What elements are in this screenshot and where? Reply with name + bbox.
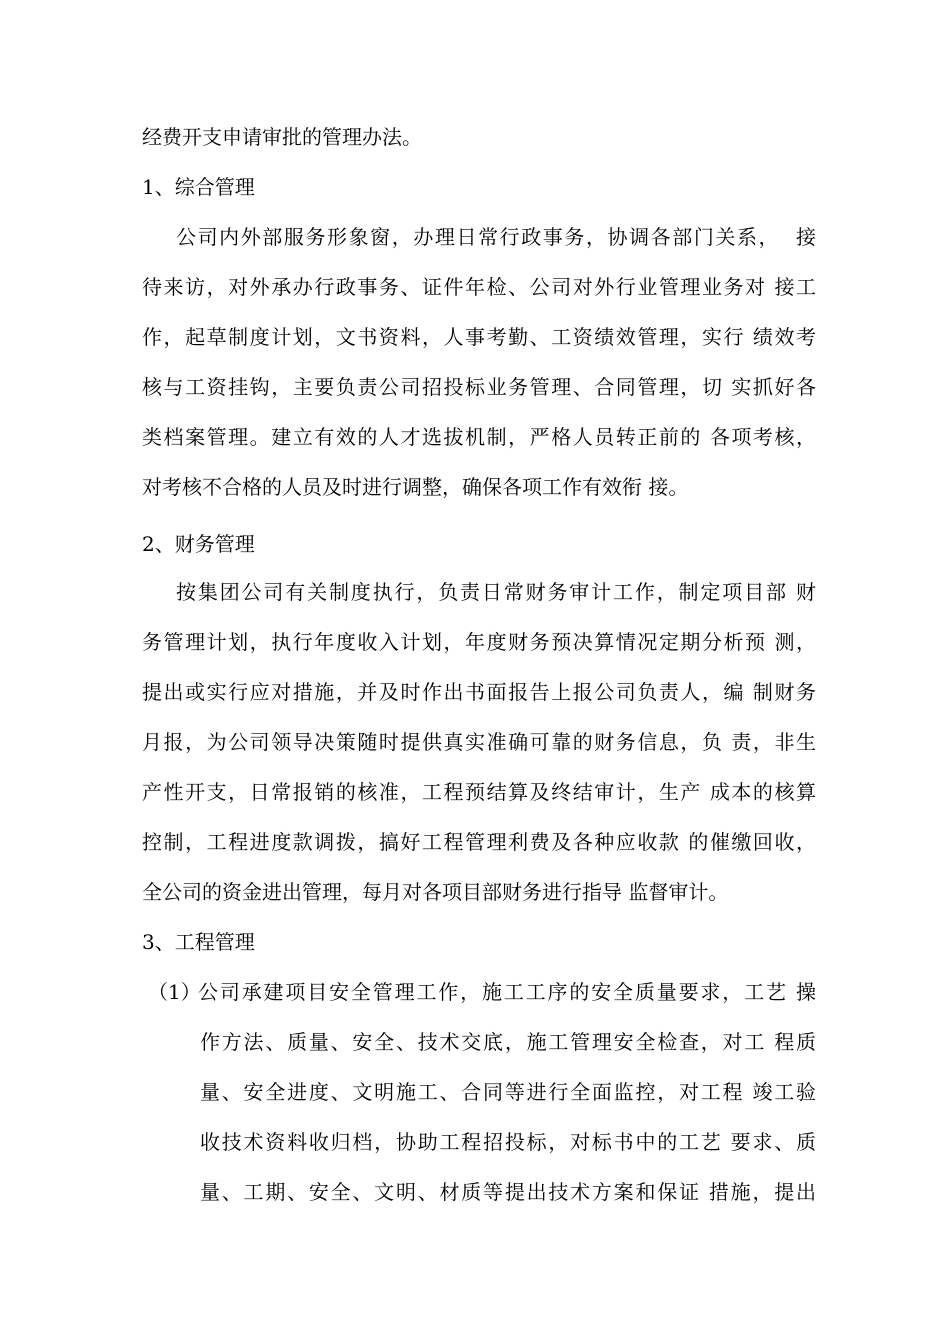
body-line: 按集团公司有关制度执行，负责日常财务审计工作，制定项目部 财 (176, 580, 816, 604)
body-line: 月报，为公司领导决策随时提供真实准确可靠的财务信息，负 责，非生 (142, 730, 816, 754)
body-line: 核与工资挂钩，主要负责公司招投标业务管理、合同管理，切 实抓好各 (142, 375, 816, 399)
intro-line: 经费开支申请审批的管理办法。 (142, 125, 422, 149)
body-line: 务管理计划，执行年度收入计划，年度财务预决算情况定期分析预 测， (142, 630, 816, 654)
body-line: 控制，工程进度款调拨，搞好工程管理利费及各种应收款 的催缴回收， (142, 830, 816, 854)
body-line: 收技术资料收归档，协助工程招投标，对标书中的工艺 要求、质 (200, 1130, 816, 1154)
body-line: 作方法、质量、安全、技术交底，施工管理安全检查，对工 程质 (200, 1030, 816, 1054)
body-line: 量、工期、安全、文明、材质等提出技术方案和保证 措施，提出 (200, 1180, 816, 1204)
body-line: 全公司的资金进出管理，每月对各项目部财务进行指导 监督审计。 (142, 880, 729, 904)
body-line: 类档案管理。建立有效的人才选拔机制，严格人员转正前的 各项考核， (142, 425, 816, 449)
body-line: 作，起草制度计划，文书资料，人事考勤、工资绩效管理，实行 绩效考 (142, 325, 816, 349)
section-heading-2: 2、财务管理 (142, 532, 255, 556)
body-line: 产性开支，日常报销的核准，工程预结算及终结审计，生产 成本的核算 (142, 780, 816, 804)
section-heading-1: 1、综合管理 (142, 175, 255, 199)
list-item-marker: （1） (148, 980, 201, 1004)
body-line: 待来访，对外承办行政事务、证件年检、公司对外行业管理业务对 接工 (142, 275, 816, 299)
body-line: 公司内外部服务形象窗，办理日常行政事务，协调各部门关系， 接 (176, 225, 816, 249)
body-line: 公司承建项目安全管理工作，施工工序的安全质量要求，工艺 操 (198, 980, 816, 1004)
section-heading-3: 3、工程管理 (142, 930, 255, 954)
body-line: 量、安全进度、文明施工、合同等进行全面监控，对工程 竣工验 (200, 1080, 816, 1104)
body-line: 提出或实行应对措施，并及时作出书面报告上报公司负责人，编 制财务 (142, 680, 816, 704)
body-line: 对考核不合格的人员及时进行调整，确保各项工作有效衔 接。 (142, 475, 689, 499)
